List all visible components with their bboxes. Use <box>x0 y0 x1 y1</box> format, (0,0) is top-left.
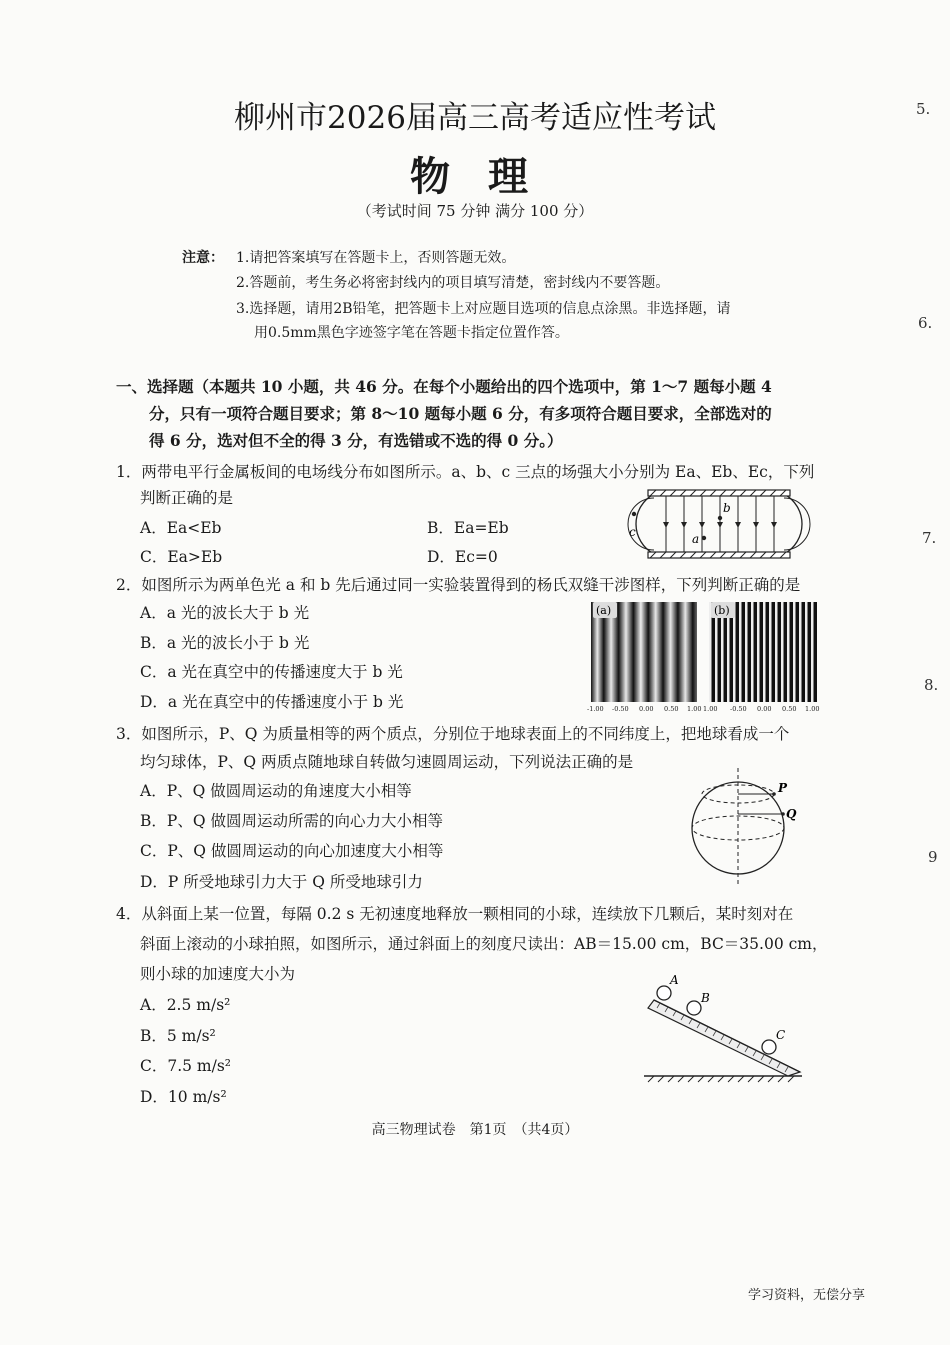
section-heading: 一、选择题（本题共 10 小题，共 46 分。在每个小题给出的四个选项中，第 1～7 题每小题 4 <box>116 377 772 396</box>
point-a-label: a <box>692 532 700 546</box>
question-stem: 2．如图所示为两单色光 a 和 b 先后通过同一实验装置得到的杨氏双缝干涉图样，下列判断正确的是 <box>116 576 801 594</box>
tick-label: 0.00 <box>757 705 772 713</box>
time-info: （考试时间 75 分钟 满分 100 分） <box>356 202 594 220</box>
point-q-label: Q <box>786 807 797 821</box>
edge-question-number: 7. <box>922 529 937 547</box>
question-stem: 则小球的加速度大小为 <box>140 965 296 983</box>
question-stem: 判断正确的是 <box>140 489 234 507</box>
tick-label: -1.00 <box>587 705 604 713</box>
note-item: 2.答题前，考生务必将密封线内的项目填写清楚，密封线内不要答题。 <box>236 275 670 291</box>
option-b: B．5 m/s² <box>140 1027 216 1045</box>
question-stem: 3．如图所示，P、Q 为质量相等的两个质点，分别位于地球表面上的不同纬度上，把地球看成一个 <box>116 725 790 743</box>
option-c: C．P、Q 做圆周运动的向心加速度大小相等 <box>140 842 444 860</box>
ball-a-label: A <box>670 973 679 987</box>
watermark-text: 学习资料，无偿分享 <box>748 1288 866 1303</box>
option-b: B．Ea=Eb <box>427 519 509 537</box>
tick-label: 1.00 <box>687 705 702 713</box>
option-b: B．a 光的波长小于 b 光 <box>140 634 310 652</box>
exam-title: 柳州市2026届高三高考适应性考试 <box>234 100 716 136</box>
option-a: A．2.5 m/s² <box>140 996 231 1014</box>
notes-label: 注意： <box>182 250 224 266</box>
section-heading: 得 6 分，选对但不全的得 3 分，有选错或不选的得 0 分。） <box>149 431 563 450</box>
tick-label: 0.50 <box>782 705 797 713</box>
tick-label: 0.00 <box>639 705 654 713</box>
edge-question-number: 6. <box>918 314 933 332</box>
pattern-a-label: (a) <box>596 604 612 617</box>
point-p-label: P <box>778 781 788 795</box>
option-a: A．a 光的波长大于 b 光 <box>140 604 310 622</box>
option-a: A．Ea<Eb <box>140 519 222 537</box>
option-c: C．a 光在真空中的传播速度大于 b 光 <box>140 663 403 681</box>
tick-label: -0.50 <box>612 705 629 713</box>
note-item: 3.选择题，请用2B铅笔，把答题卡上对应题目选项的信息点涂黑。非选择题，请 <box>236 301 731 317</box>
pattern-b-label: (b) <box>714 604 730 617</box>
tick-label: -0.50 <box>730 705 747 713</box>
point-b-label: b <box>723 501 731 515</box>
option-a: A．P、Q 做圆周运动的角速度大小相等 <box>140 782 412 800</box>
tick-label: 1.00 <box>805 705 820 713</box>
point-c-label: c <box>629 525 636 539</box>
option-b: B．P、Q 做圆周运动所需的向心力大小相等 <box>140 812 443 830</box>
section-heading: 分，只有一项符合题目要求；第 8～10 题每小题 6 分，有多项符合题目要求，全部选对的 <box>149 404 772 423</box>
incline-figure <box>640 972 810 1092</box>
ball-c-label: C <box>776 1028 786 1042</box>
option-d: D．10 m/s² <box>140 1088 227 1106</box>
electric-field-figure <box>614 486 824 561</box>
option-d: D．Ec=0 <box>427 548 498 566</box>
tick-label: 1.00 <box>703 705 718 713</box>
option-d: D．a 光在真空中的传播速度小于 b 光 <box>140 693 404 711</box>
subject-title: 物 理 <box>410 153 540 200</box>
ball-b-label: B <box>701 991 710 1005</box>
question-stem: 斜面上滚动的小球拍照，如图所示，通过斜面上的刻度尺读出：AB＝15.00 cm，BC＝35.00 cm， <box>140 935 828 953</box>
option-c: C．7.5 m/s² <box>140 1057 232 1075</box>
page-footer: 高三物理试卷 第1页 （共4页） <box>371 1122 579 1138</box>
question-stem: 4．从斜面上某一位置，每隔 0.2 s 无初速度地释放一颗相同的小球，连续放下几颗后，某时刻对在 <box>116 905 794 923</box>
edge-question-number: 5. <box>916 100 931 118</box>
question-stem: 均匀球体，P、Q 两质点随地球自转做匀速圆周运动，下列说法正确的是 <box>140 753 634 771</box>
question-stem: 1．两带电平行金属板间的电场线分布如图所示。a、b、c 三点的场强大小分别为 Ea、Eb、Ec，下列 <box>116 463 815 481</box>
note-item: 1.请把答案填写在答题卡上，否则答题无效。 <box>236 250 516 266</box>
note-item: 用0.5mm黑色字迹签字笔在答题卡指定位置作答。 <box>254 325 569 341</box>
edge-question-number: 9 <box>928 848 938 866</box>
option-d: D．P 所受地球引力大于 Q 所受地球引力 <box>140 873 423 891</box>
edge-question-number: 8. <box>924 676 939 694</box>
option-c: C．Ea>Eb <box>140 548 223 566</box>
earth-sphere-figure <box>688 764 803 886</box>
interference-pattern-figure <box>587 598 823 714</box>
tick-label: 0.50 <box>664 705 679 713</box>
